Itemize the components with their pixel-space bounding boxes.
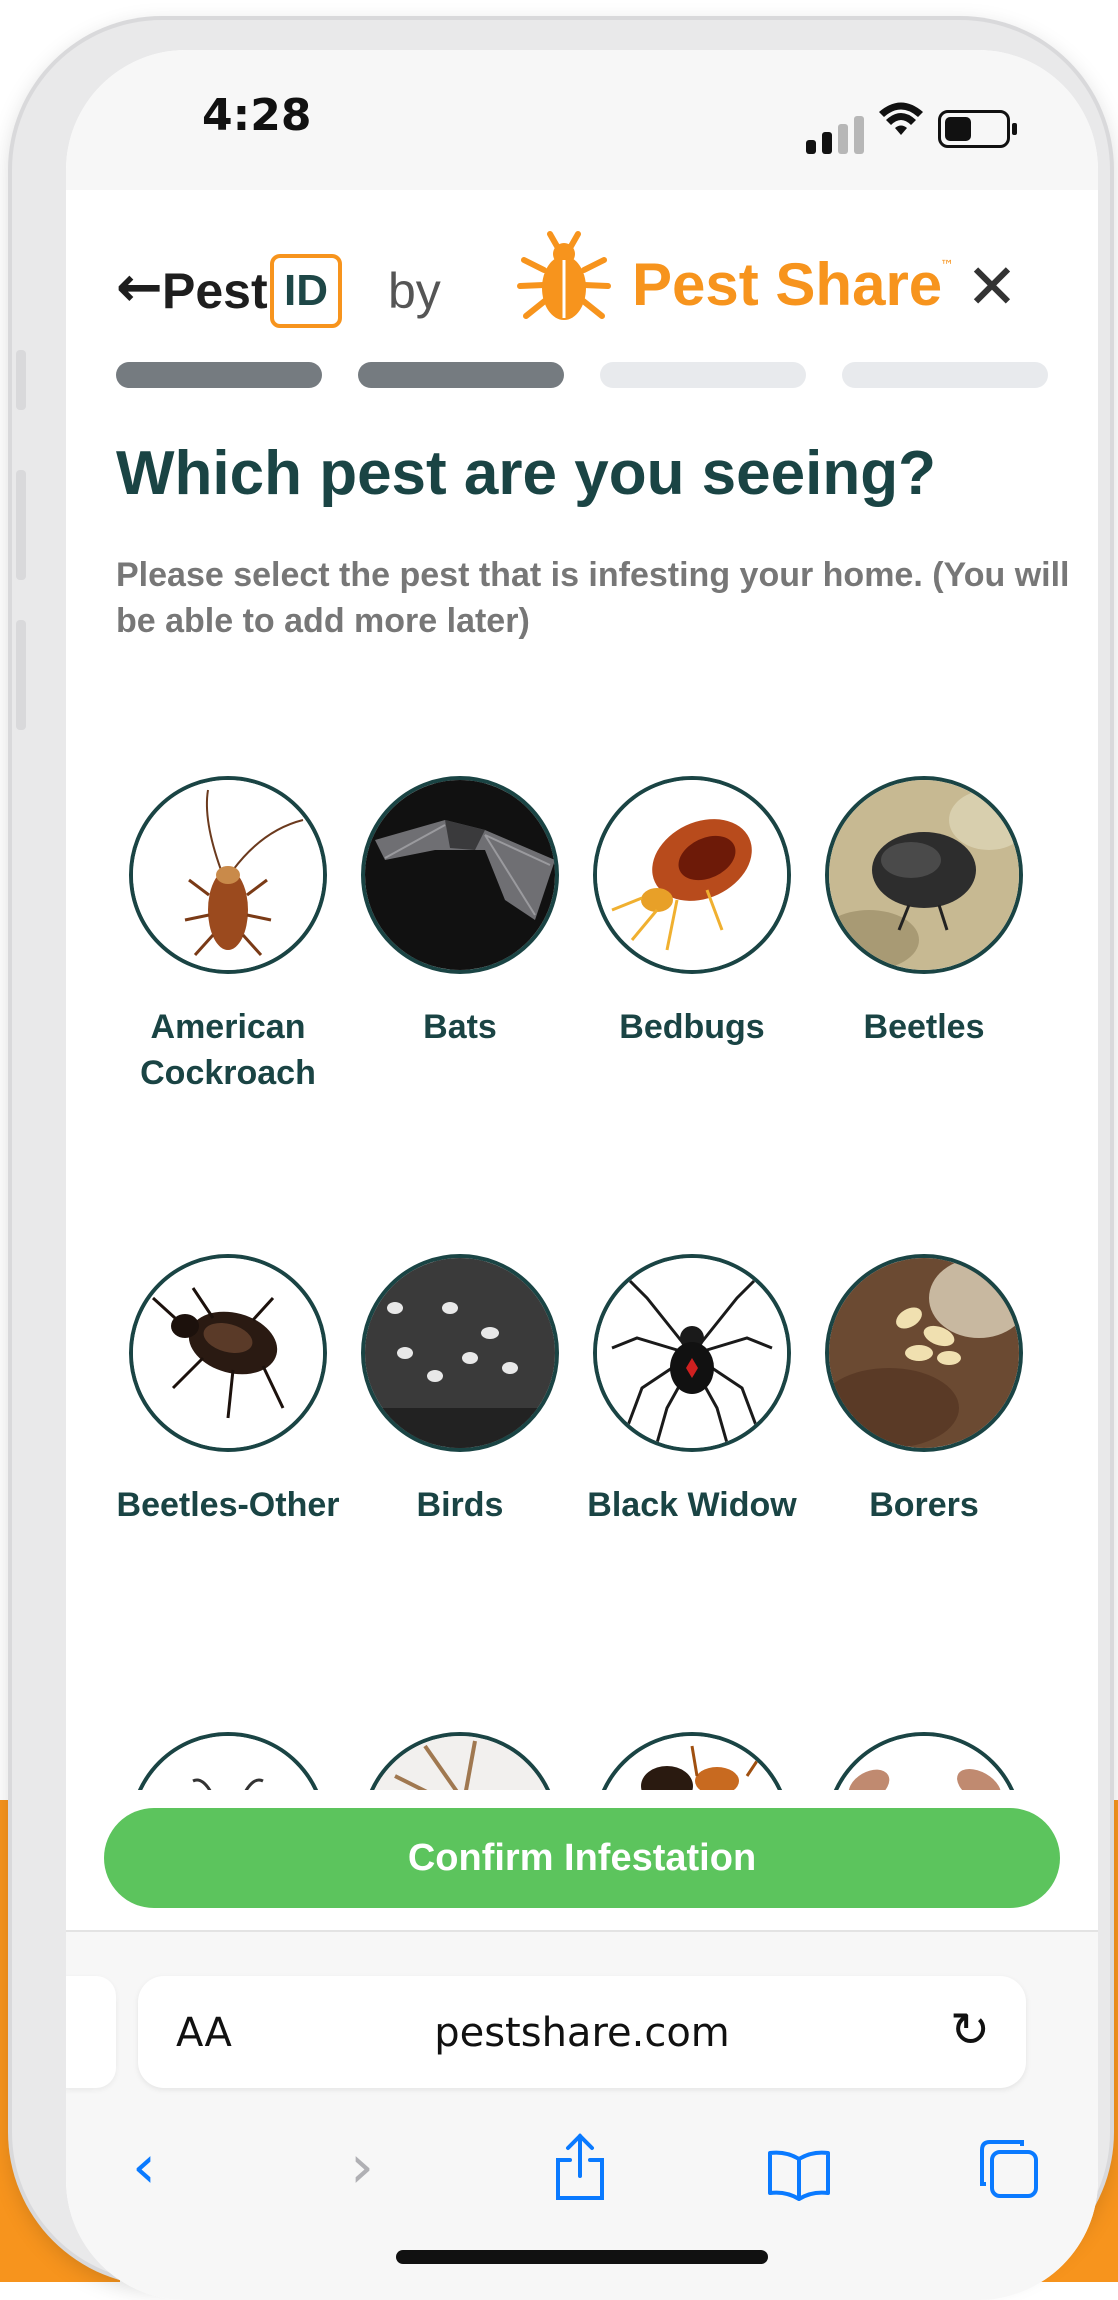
progress-step <box>842 362 1048 388</box>
pest-label: Borers <box>869 1486 979 1524</box>
beetle-image <box>825 776 1023 974</box>
phone-screen <box>66 50 1098 2300</box>
pest-option[interactable] <box>808 1732 1040 1790</box>
ant-image <box>593 1732 791 1790</box>
url-text: pestshare.com <box>434 2010 730 2056</box>
pest-option-american-cockroach[interactable] <box>112 776 344 1096</box>
pest-label: American Cockroach <box>140 1008 316 1092</box>
share-icon[interactable] <box>552 2132 608 2217</box>
spider-image <box>593 1254 791 1452</box>
browser-toolbar <box>66 1930 1098 2300</box>
pest-option-beetles[interactable] <box>808 776 1040 1050</box>
bedbug-image <box>593 776 791 974</box>
previous-tab-peek[interactable] <box>66 1976 116 2088</box>
pest-grid <box>66 740 1098 1790</box>
page-title: Which pest are you seeing? <box>116 439 936 508</box>
wifi-icon <box>878 98 924 147</box>
birds-image <box>361 1254 559 1452</box>
pest-option-black-widow[interactable] <box>576 1254 808 1528</box>
pest-label: Beetles-Other <box>116 1486 340 1524</box>
battery-icon <box>938 110 1010 148</box>
pest-option[interactable] <box>576 1732 808 1790</box>
insect-image <box>825 1732 1023 1790</box>
pest-option[interactable] <box>112 1732 344 1790</box>
phone-side-button <box>16 620 26 730</box>
phone-side-button <box>16 470 26 580</box>
bat-image <box>361 776 559 974</box>
pestshare-brand-text: Pest Share <box>632 251 943 318</box>
pest-option-birds[interactable] <box>344 1254 576 1528</box>
insect-image <box>129 1732 327 1790</box>
confirm-infestation-button[interactable]: Confirm Infestation <box>104 1808 1060 1908</box>
by-label: by <box>388 263 441 319</box>
close-icon[interactable]: ✕ <box>966 250 1018 323</box>
address-bar[interactable] <box>138 1976 1026 2088</box>
progress-step <box>116 362 322 388</box>
pestid-logo-text: Pest <box>162 263 268 319</box>
cockroach-image <box>129 776 327 974</box>
bookmarks-icon[interactable] <box>766 2146 832 2216</box>
pestid-logo-id: ID <box>270 254 342 328</box>
pest-label: Birds <box>416 1486 504 1524</box>
home-indicator[interactable] <box>396 2250 768 2264</box>
pest-option-bats[interactable] <box>344 776 576 1050</box>
status-time: 4:28 <box>202 90 312 141</box>
pest-option-beetles-other[interactable] <box>112 1254 344 1528</box>
pest-label: Black Widow <box>587 1486 797 1524</box>
pest-label: Beetles <box>863 1008 985 1046</box>
cellular-signal-icon <box>806 110 866 154</box>
pest-option-borers[interactable] <box>808 1254 1040 1528</box>
pest-label: Bats <box>423 1008 497 1046</box>
pest-option[interactable] <box>344 1732 576 1790</box>
progress-step <box>358 362 564 388</box>
pestshare-bug-logo-icon <box>514 230 614 330</box>
reader-settings-button[interactable]: AA <box>176 2010 232 2056</box>
reload-icon[interactable]: ↻ <box>949 2002 990 2058</box>
trademark-mark: ™ <box>940 258 954 274</box>
back-arrow-icon[interactable]: ← <box>116 255 163 320</box>
page-subtitle: Please select the pest that is infesting your home. (You will be able to add more later) <box>116 556 1070 640</box>
phone-frame <box>12 20 1110 2282</box>
back-icon[interactable]: ‹ <box>132 2132 156 2202</box>
status-bar <box>66 50 1098 190</box>
progress-step <box>600 362 806 388</box>
ground-beetle-image <box>129 1254 327 1452</box>
borer-image <box>825 1254 1023 1452</box>
phone-side-button <box>16 350 26 410</box>
insect-image <box>361 1732 559 1790</box>
tabs-icon[interactable] <box>978 2138 1040 2215</box>
forward-icon[interactable]: › <box>350 2132 374 2202</box>
pest-label: Bedbugs <box>619 1008 765 1046</box>
pest-option-bedbugs[interactable] <box>576 776 808 1050</box>
